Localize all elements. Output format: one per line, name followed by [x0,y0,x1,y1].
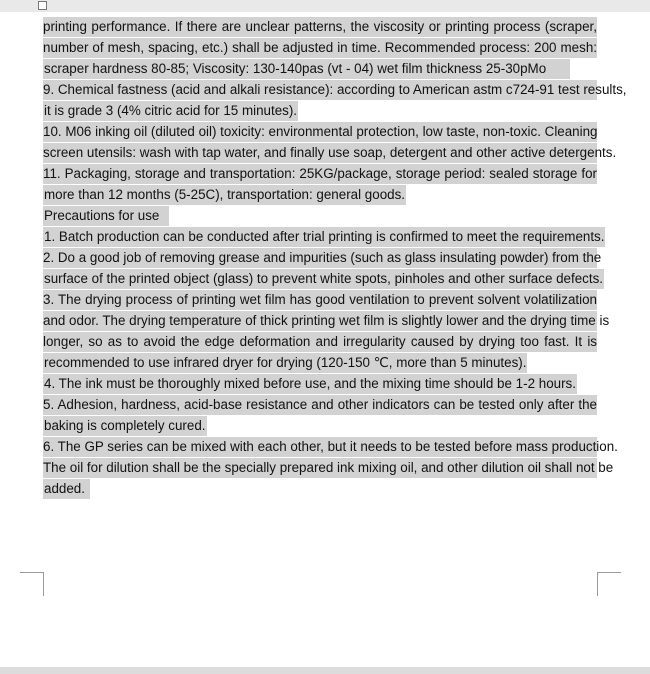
text-line: 4. The ink must be thoroughly mixed before use, and the mixing time should be 1-2 hours. [43,374,597,394]
text-line: 11. Packaging, storage and transportation: 25KG/package, storage period: sealed storage for [43,164,597,184]
text-line: 3. The drying process of printing wet film has good ventilation to prevent solvent volatilization [43,290,597,310]
page-bottom-bar [0,667,650,674]
text-line: 9. Chemical fastness (acid and alkali resistance): according to American astm c724-91 test results, [43,80,597,100]
anchor-icon[interactable] [38,1,47,10]
text-line: baking is completely cured. [43,416,597,436]
text-line: number of mesh, spacing, etc.) shall be adjusted in time. Recommended process: 200 mesh: [43,38,597,58]
section-heading: Precautions for use [43,206,597,226]
text-line: added. [43,479,597,499]
text-line: scraper hardness 80-85; Viscosity: 130-140pas (vt - 04) wet film thickness 25-30pMo [43,59,597,79]
text-line: 1. Batch production can be conducted after trial printing is confirmed to meet the requirements. [43,227,597,247]
page-margin-corner-left [20,572,44,596]
page-margin-corner-right [597,572,621,596]
text-line: recommended to use infrared dryer for drying (120-150 ℃, more than 5 minutes). [43,353,597,373]
text-line: screen utensils: wash with tap water, and finally use soap, detergent and other active detergents. [43,143,597,163]
top-ruler-bar [0,0,650,12]
text-line: more than 12 months (5-25C), transportation: general goods. [43,185,597,205]
text-line: longer, so as to avoid the edge deformation and irregularity caused by drying too fast. It is [43,332,597,352]
text-line: 6. The GP series can be mixed with each other, but it needs to be tested before mass production. [43,437,597,457]
text-line: The oil for dilution shall be the specially prepared ink mixing oil, and other dilution oil shall not be [43,458,597,478]
text-line: it is grade 3 (4% citric acid for 15 minutes). [43,101,597,121]
text-line: and odor. The drying temperature of thick printing wet film is slightly lower and the drying time is [43,311,597,331]
text-line: 10. M06 inking oil (diluted oil) toxicity: environmental protection, low taste, non-toxic. Cleaning [43,122,597,142]
text-line: 5. Adhesion, hardness, acid-base resistance and other indicators can be tested only after the [43,395,597,415]
text-line: surface of the printed object (glass) to prevent white spots, pinholes and other surface defects. [43,269,597,289]
text-line: 2. Do a good job of removing grease and impurities (such as glass insulating powder) from the [43,248,597,268]
text-line: printing performance. If there are unclear patterns, the viscosity or printing process (scraper, [43,17,597,37]
